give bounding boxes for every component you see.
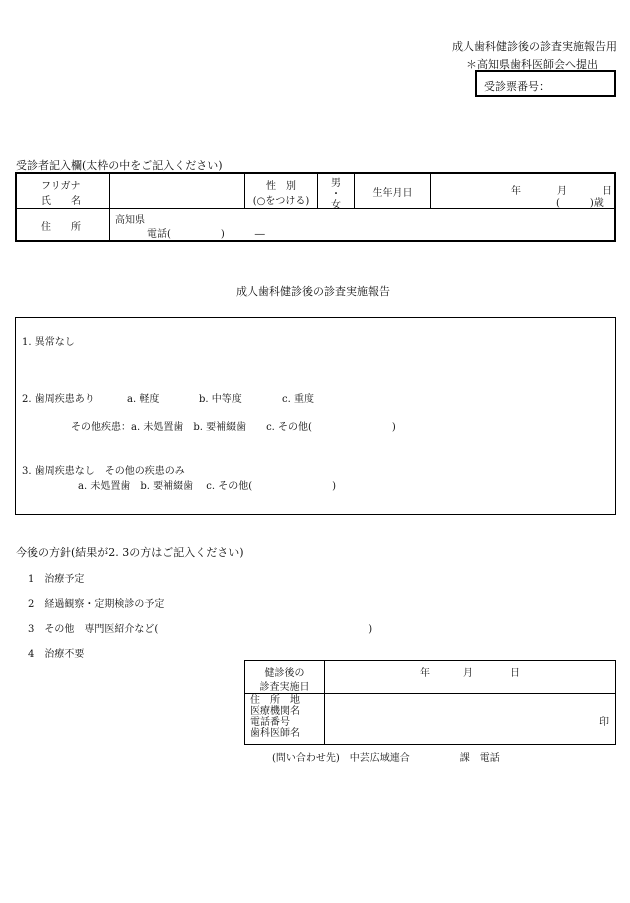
result-item-2-c[interactable]: c. 重度 [282,394,314,405]
patient-section-label: 受診者記入欄(太枠の中をご記入ください) [16,159,223,172]
furigana-label: フリガナ [41,181,81,192]
clinic-phone-label: 電話番号 [250,717,290,728]
form-title: 成人歯科健診後の診査実施報告用 [452,40,617,53]
row-divider [245,693,615,694]
sex-hint: (○をつける) [252,196,310,207]
patient-info-table [15,172,616,242]
dentist-name-label: 歯科医師名 [250,728,300,739]
age-label: ( )歳 [556,198,604,209]
policy-item-2[interactable]: 2 経過観察・定期検診の予定 [28,599,165,610]
male-option[interactable]: 男 [331,178,341,189]
address-label: 住 所 [41,222,81,233]
policy-item-3[interactable]: 3 その他 専門医紹介など( ) [28,624,373,635]
separator-dot: ・ [331,189,341,200]
exam-date-label-2: 診査実施日 [259,682,310,693]
policy-title: 今後の方針(結果が2. 3の方はご記入ください) [16,546,244,559]
birth-label: 生年月日 [372,188,413,199]
policy-item-4[interactable]: 4 治療不要 [28,649,85,660]
policy-item-1[interactable]: 1 治療予定 [28,574,85,585]
row-divider [17,208,614,209]
col-divider [430,174,431,208]
sex-label: 性 別 [266,181,296,192]
phone-field[interactable]: 電話( ) ― [147,229,265,240]
name-label: 氏 名 [41,196,81,207]
result-item-2-a[interactable]: a. 軽度 [127,394,160,405]
col-divider [324,661,325,744]
report-title: 成人歯科健診後の診査実施報告 [236,285,390,298]
submit-note: ＊高知県歯科医師会へ提出 [466,58,598,71]
contact-info: (問い合わせ先) 中芸広域連合 課 電話 [272,753,500,764]
other-disease-row[interactable]: その他疾患：a. 未処置歯 b. 要補綴歯 c. その他( ) [71,422,396,433]
result-item-2-b[interactable]: b. 中等度 [199,394,242,405]
exam-date-label-1: 健診後の [264,668,305,679]
result-item-3-sub[interactable]: a. 未処置歯 b. 要補綴歯 c. その他( ) [78,481,337,492]
birth-month-label: 月 [557,186,567,197]
report-box [15,317,616,515]
prefecture-value: 高知県 [115,215,145,226]
result-item-2[interactable]: 2. 歯周疾患あり [22,394,95,405]
name-field[interactable] [110,174,243,208]
result-item-3[interactable]: 3. 歯周疾患なし その他の疾患のみ [22,466,185,477]
clinic-name-label: 医療機関名 [250,706,300,717]
receipt-number-label: 受診票番号： [484,80,550,93]
receipt-number-box[interactable] [475,70,616,97]
exam-year-label: 年 [420,668,430,679]
clinic-address-label: 住 所 地 [250,695,300,706]
clinic-info-table [244,660,616,745]
exam-day-label: 日 [510,668,520,679]
female-option[interactable]: 女 [331,200,341,211]
exam-month-label: 月 [463,668,473,679]
birth-day-label: 日 [602,186,612,197]
seal-mark: 印 [599,717,609,728]
result-item-1[interactable]: 1. 異常なし [22,337,75,348]
birth-year-label: 年 [511,186,521,197]
